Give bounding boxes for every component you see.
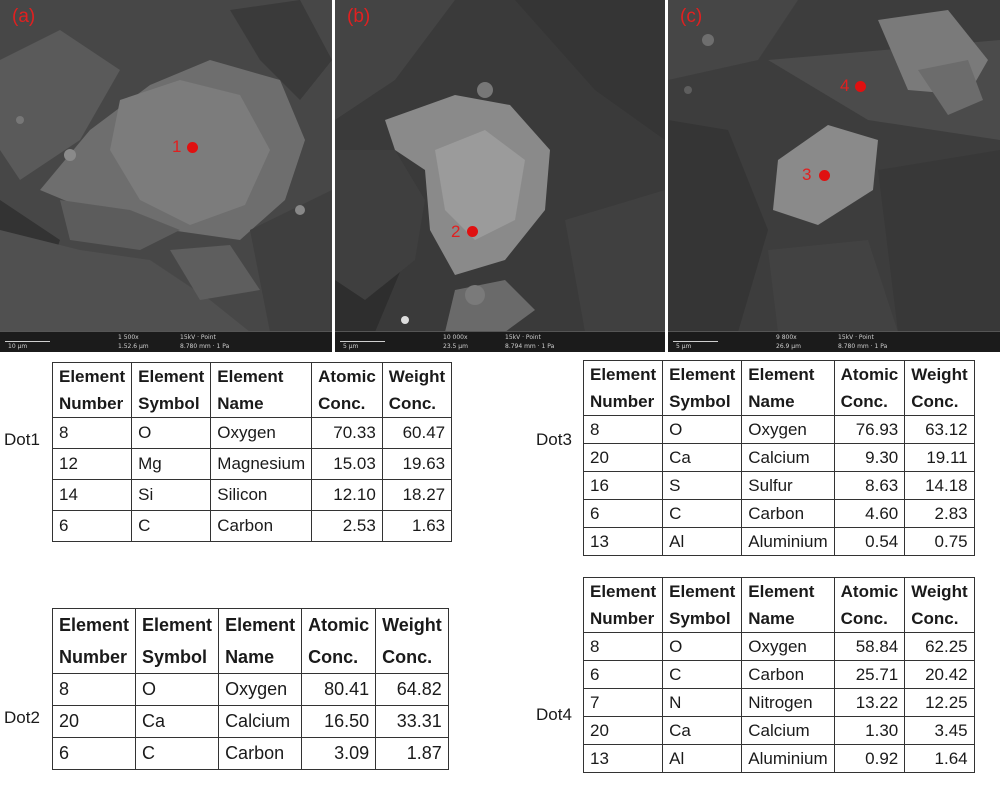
table-row: 8 O Oxygen 80.41 64.82: [53, 674, 449, 706]
header-weight-conc: Weight Conc.: [905, 361, 974, 416]
header-atomic-conc: Atomic Conc.: [312, 363, 383, 418]
dot-marker-1: [187, 142, 198, 153]
field-width: 23.5 μm: [443, 343, 468, 350]
sem-image-a: [0, 0, 332, 352]
scale-bar: [668, 331, 1000, 352]
table-row: 16 S Sulfur 8.63 14.18: [584, 472, 975, 500]
header-element-symbol: Element Symbol: [663, 361, 742, 416]
dot-label-3: 3: [802, 165, 812, 184]
table-row: 6 C Carbon 2.53 1.63: [53, 511, 452, 542]
working-distance: 8.780 mm · 1 Pa: [180, 343, 230, 350]
table-header-row: [53, 363, 452, 418]
beam-mode: 15kV · Point: [505, 334, 541, 341]
dot2-title: Dot2: [4, 708, 40, 727]
table-row: 6 C Carbon 25.71 20.42: [584, 661, 975, 689]
panel-label: (b): [347, 6, 371, 27]
header-weight-conc: Weight Conc.: [905, 578, 974, 633]
header-element-name: Element Name: [742, 361, 834, 416]
scale-line: [340, 341, 385, 342]
dot-label-4: 4: [840, 76, 850, 95]
dot-marker-4: [855, 81, 866, 92]
working-distance: 8.780 mm · 1 Pa: [838, 343, 888, 350]
header-element-name: Element Name: [211, 363, 312, 418]
dot3-table: [583, 360, 975, 556]
dot3-title: Dot3: [536, 430, 572, 449]
header-weight-conc: Weight Conc.: [382, 363, 451, 418]
working-distance: 8.794 mm · 1 Pa: [505, 343, 555, 350]
table-row: 20 Ca Calcium 16.50 33.31: [53, 706, 449, 738]
table-row: 8 O Oxygen 70.33 60.47: [53, 418, 452, 449]
table-row: 20 Ca Calcium 9.30 19.11: [584, 444, 975, 472]
dot-label-2: 2: [451, 222, 461, 241]
scale-line: [673, 341, 718, 342]
dot1-title: Dot1: [4, 430, 40, 449]
scale-text: 5 μm: [676, 343, 692, 350]
header-element-name: Element Name: [219, 609, 302, 674]
table-row: 20 Ca Calcium 1.30 3.45: [584, 717, 975, 745]
dot1-table: [52, 362, 452, 542]
panel-label: (c): [680, 6, 703, 27]
header-element-name: Element Name: [742, 578, 834, 633]
table-header-row: [53, 609, 449, 674]
panel-label: (a): [12, 6, 36, 27]
sem-panel-b: [335, 0, 665, 352]
header-atomic-conc: Atomic Conc.: [834, 361, 905, 416]
table-row: 7 N Nitrogen 13.22 12.25: [584, 689, 975, 717]
magnification: 1 500x: [118, 334, 139, 341]
header-atomic-conc: Atomic Conc.: [302, 609, 376, 674]
table-row: 14 Si Silicon 12.10 18.27: [53, 480, 452, 511]
magnification: 10 000x: [443, 334, 468, 341]
beam-mode: 15kV · Point: [180, 334, 216, 341]
header-element-symbol: Element Symbol: [132, 363, 211, 418]
table-row: 12 Mg Magnesium 15.03 19.63: [53, 449, 452, 480]
sem-panel-a: [0, 0, 332, 352]
header-element-number: Element Number: [584, 361, 663, 416]
header-element-symbol: Element Symbol: [136, 609, 219, 674]
table-header-row: [584, 578, 975, 633]
field-width: 1.52.6 μm: [118, 343, 149, 350]
dot-marker-2: [467, 226, 478, 237]
magnification: 9 800x: [776, 334, 797, 341]
header-atomic-conc: Atomic Conc.: [834, 578, 905, 633]
table-row: 6 C Carbon 4.60 2.83: [584, 500, 975, 528]
scale-text: 10 μm: [8, 343, 28, 350]
scale-text: 5 μm: [343, 343, 359, 350]
table-row: 6 C Carbon 3.09 1.87: [53, 738, 449, 770]
header-element-number: Element Number: [53, 363, 132, 418]
table-row: 13 Al Aluminium 0.54 0.75: [584, 528, 975, 556]
header-weight-conc: Weight Conc.: [376, 609, 449, 674]
sem-image-c: [668, 0, 1000, 352]
table-header-row: [584, 361, 975, 416]
beam-mode: 15kV · Point: [838, 334, 874, 341]
dot4-table: [583, 577, 975, 773]
header-element-number: Element Number: [53, 609, 136, 674]
sem-image-b: [335, 0, 665, 352]
dot-marker-3: [819, 170, 830, 181]
dot4-title: Dot4: [536, 705, 572, 724]
field-width: 26.9 μm: [776, 343, 801, 350]
scale-bar: [0, 331, 332, 352]
scale-line: [5, 341, 50, 342]
dot2-table: [52, 608, 449, 770]
table-row: 8 O Oxygen 76.93 63.12: [584, 416, 975, 444]
scale-bar: [335, 331, 665, 352]
header-element-number: Element Number: [584, 578, 663, 633]
table-row: 8 O Oxygen 58.84 62.25: [584, 633, 975, 661]
dot-label-1: 1: [172, 137, 182, 156]
sem-panel-c: [668, 0, 1000, 352]
table-row: 13 Al Aluminium 0.92 1.64: [584, 745, 975, 773]
header-element-symbol: Element Symbol: [663, 578, 742, 633]
